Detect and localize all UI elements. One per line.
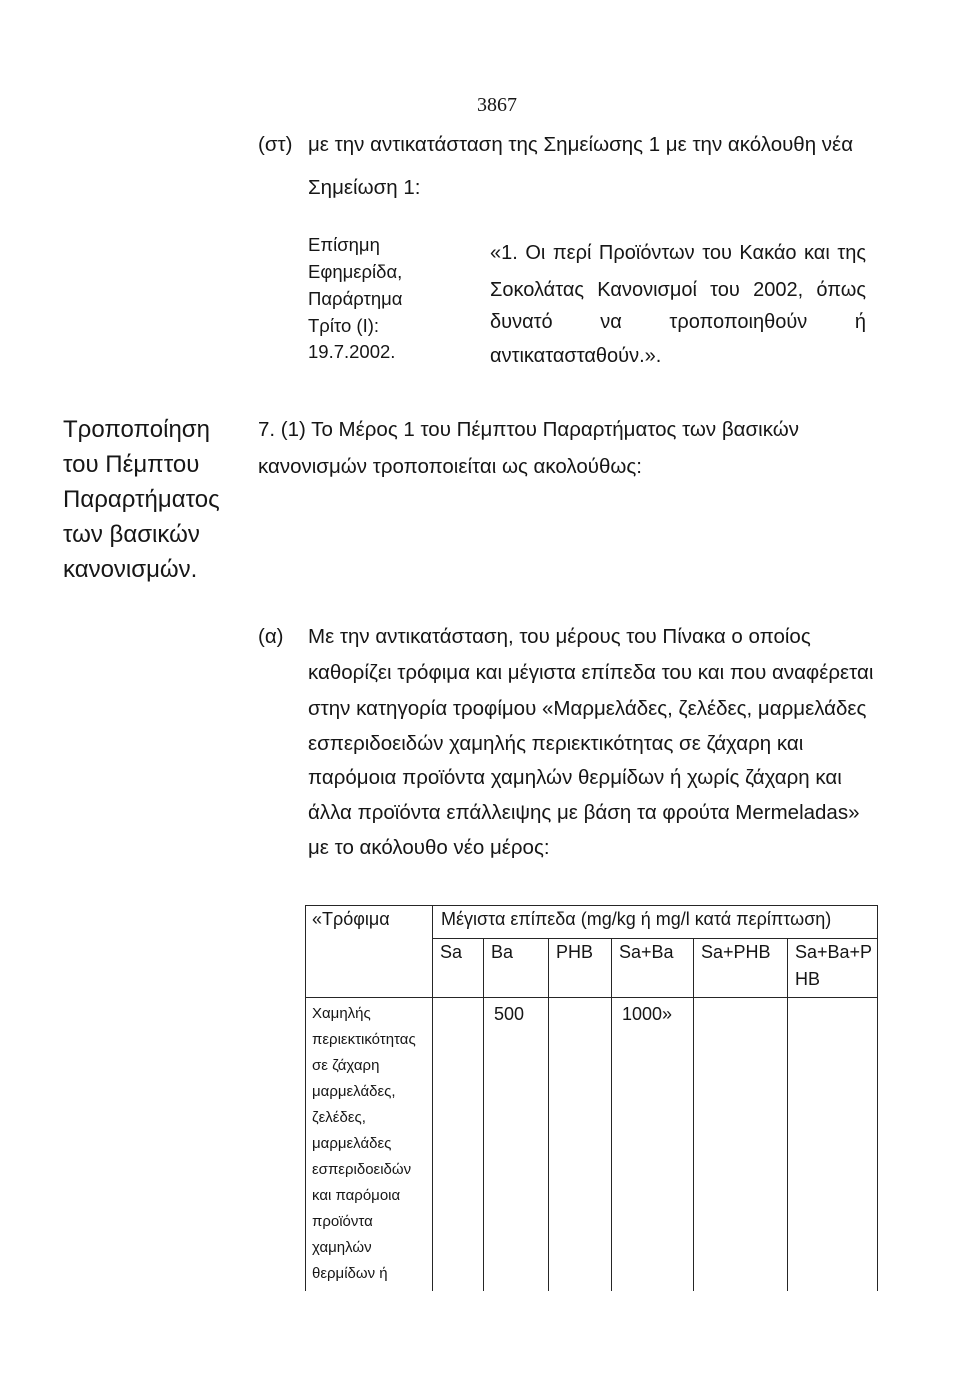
section-7-line: 7. (1) Το Μέρος 1 του Πέμπτου Παραρτήματος των βασικών: [258, 418, 799, 441]
food-line: θερμίδων ή: [312, 1265, 388, 1282]
food-line: μαρμελάδες: [312, 1135, 392, 1152]
margin-note-line: Τροποποίηση: [63, 416, 210, 443]
table-cell-sa-phb: [694, 998, 788, 1291]
gazette-reference-line: 19.7.2002.: [308, 341, 396, 362]
item-st-marker: (στ): [258, 133, 293, 156]
item-a-line: Με την αντικατάσταση, του μέρους του Πίνακα ο οποίος: [308, 625, 811, 648]
food-line: εσπεριδοειδών: [312, 1161, 412, 1178]
item-a-line: παρόμοια προϊόντα χαμηλών θερμίδων ή χωρίς ζάχαρη και: [308, 766, 842, 789]
gazette-reference-line: Παράρτημα: [308, 288, 403, 309]
table-cell-sa: [433, 998, 484, 1291]
gazette-reference-line: Τρίτο (I):: [308, 315, 380, 336]
table-header-row: [306, 906, 878, 939]
item-a-line: στην κατηγορία τροφίμου «Μαρμελάδες, ζελέδες, μαρμελάδες: [308, 697, 867, 720]
table-column-header-sa-phb: Sa+PHB: [694, 939, 788, 998]
gazette-reference-line: Επίσημη: [308, 234, 380, 255]
table-column-header-sa-ba-phb: Sa+Ba+P HB: [788, 939, 878, 998]
table-cell-sa-ba-phb: [788, 998, 878, 1291]
food-line: και παρόμοια: [312, 1187, 401, 1204]
table-cell-food: [306, 998, 433, 1291]
table-cell-sa-ba: 1000»: [612, 998, 694, 1291]
table-column-header-sa: Sa: [433, 939, 484, 998]
margin-note-line: κανονισμών.: [63, 556, 198, 583]
table-cell-phb: [549, 998, 612, 1291]
table-column-header-sa-ba: Sa+Ba: [612, 939, 694, 998]
item-st-line: Σημείωση 1:: [308, 176, 421, 199]
food-line: μαρμελάδες,: [312, 1083, 396, 1100]
item-a-marker: (α): [258, 625, 284, 648]
table-cell-ba: 500: [484, 998, 549, 1291]
margin-note-line: των βασικών: [63, 521, 200, 548]
new-note-line: αντικατασταθούν.».: [490, 345, 662, 367]
item-a-line: καθορίζει τρόφιμα και μέγιστα επίπεδα του και που αναφέρεται: [308, 661, 874, 684]
table-header-food: «Τρόφιμα: [306, 906, 433, 998]
food-line: σε ζάχαρη: [312, 1057, 380, 1074]
table-column-header-ba: Ba: [484, 939, 549, 998]
new-note-line: «1. Οι περί Προϊόντων του Κακάο και της: [490, 242, 866, 264]
margin-note-line: Παραρτήματος: [63, 486, 220, 513]
max-levels-table: [305, 905, 878, 1291]
food-line: περιεκτικότητας: [312, 1031, 416, 1048]
item-a-line: άλλα προϊόντα επάλλειψης με βάση τα φρούτα Mermeladas»: [308, 801, 860, 824]
gazette-reference-line: Εφημερίδα,: [308, 261, 403, 282]
food-line: χαμηλών: [312, 1239, 372, 1256]
new-note-line: Σοκολάτας Κανονισμοί του 2002, όπως: [490, 279, 866, 301]
food-line: προϊόντα: [312, 1213, 373, 1230]
section-7-line: κανονισμών τροποποιείται ως ακολούθως:: [258, 455, 642, 478]
table-row: [306, 998, 878, 1291]
food-line: ζελέδες,: [312, 1109, 366, 1126]
new-note-line: δυνατό να τροποποιηθούν ή: [490, 311, 866, 333]
item-a-line: εσπεριδοειδών χαμηλής περιεκτικότητας σε ζάχαρη και: [308, 732, 804, 755]
page-number: 3867: [477, 94, 517, 116]
item-a-line: με το ακόλουθο νέο μέρος:: [308, 836, 550, 859]
table-column-header-phb: PHB: [549, 939, 612, 998]
item-st-line: με την αντικατάσταση της Σημείωσης 1 με την ακόλουθη νέα: [308, 133, 854, 156]
table-header-max-levels: Μέγιστα επίπεδα (mg/kg ή mg/l κατά περίπτωση): [433, 906, 878, 939]
margin-note-line: του Πέμπτου: [63, 451, 200, 478]
food-line: Χαμηλής: [312, 1005, 371, 1022]
